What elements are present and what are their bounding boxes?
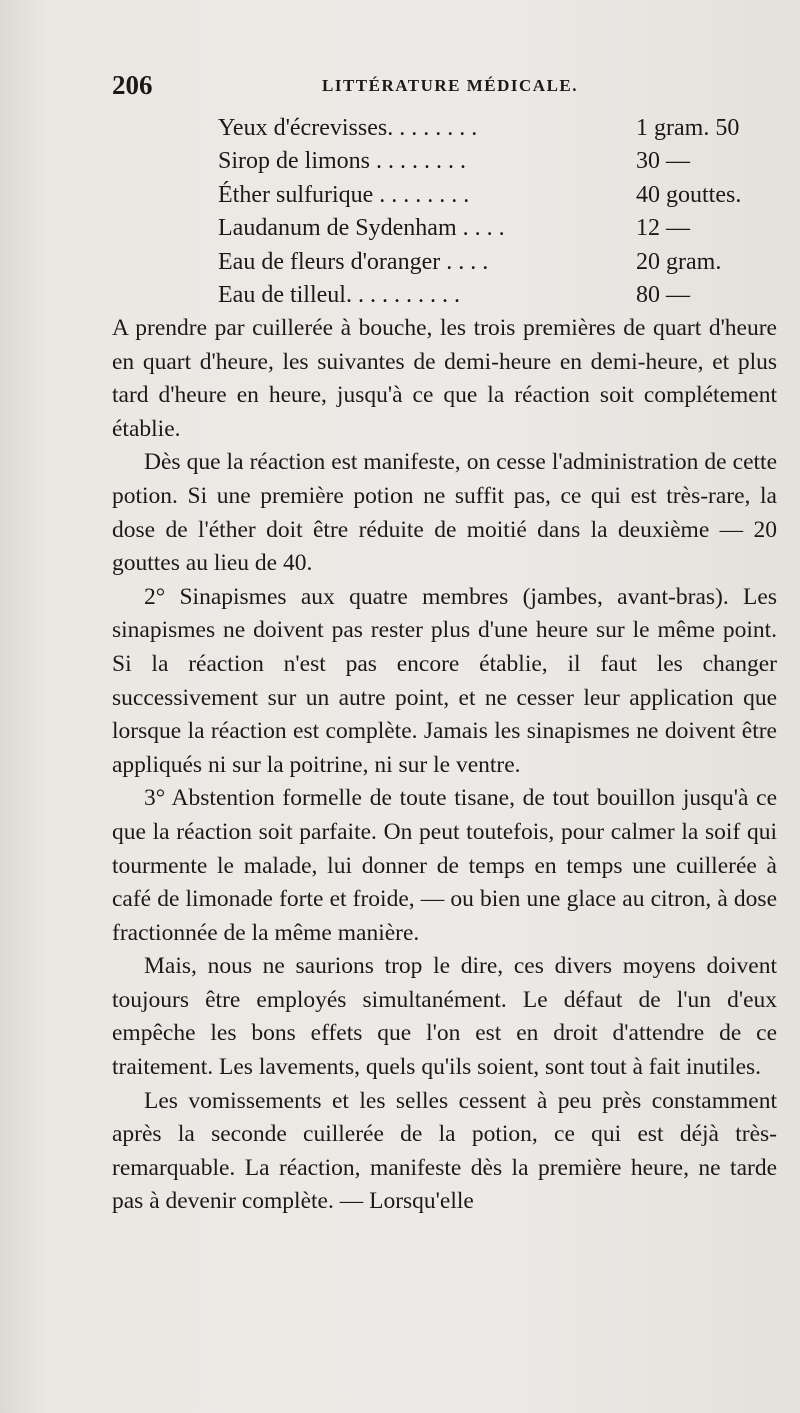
ingredient-name: Yeux d'écrevisses. . . . . . . . [218,115,478,141]
ingredient-quantity: 20 gram. [636,248,722,275]
ingredient-name: Eau de tilleul. . . . . . . . . . [218,281,460,308]
ingredient-quantity: 1 gram. 50 [636,115,740,141]
ingredient-quantity: 12 — [636,215,690,242]
ingredient-quantity: 40 gouttes. [636,181,742,208]
body-text [112,312,777,1219]
prescription-formula [218,112,778,312]
formula-line [218,212,778,245]
formula-line [218,145,778,178]
paragraph: Mais, nous ne saurions trop le dire, ces divers moyens doivent toujours être employés simultanément. Le défaut de l'un d'eux empêche les bons effets que l'on est en droit d'attendre de ce traitement. Les lavements, quels qu'ils soient, sont tout à fait inutiles. [112,953,777,1081]
formula-line [218,112,778,145]
page-number: 206 [112,70,153,100]
formula-line [218,246,778,279]
paragraph: Les vomissements et les selles cessent à peu près constamment après la seconde cuillerée de la potion, ce qui est déjà très-remarquable. La réaction, manifeste dès la première heure, ne tarde pas à devenir complète. — Lorsqu'elle [112,1087,777,1215]
ingredient-name: Sirop de limons . . . . . . . . [218,148,467,175]
ingredient-quantity: 80 — [636,281,690,308]
paragraph: 3° Abstention formelle de toute tisane, de tout bouillon jusqu'à ce que la réaction soit parfaite. On peut toutefois, pour calmer la soif qui tourmente le malade, lui donner de temps en temps une cuillerée à café de limonade forte et froide, — ou bien une glace au citron, à dose fractionnée de la même manière. [112,785,777,946]
formula-line [218,179,778,212]
formula-line [218,279,778,312]
ingredient-name: Eau de fleurs d'oranger . . . . [218,248,489,275]
ingredient-name: Laudanum de Sydenham . . . . [218,215,505,242]
ingredient-quantity: 30 — [636,148,690,175]
paragraph: 2° Sinapismes aux quatre membres (jambes, avant-bras). Les sinapismes ne doivent pas rester plus d'une heure sur le même point. Si la réaction n'est pas encore établie, il faut les changer successivement sur un autre point, et ne cesser leur application que lorsque la réaction est complète. Jamais les sinapismes ne doivent être appliqués ni sur la poitrine, ni sur le ventre. [112,583,777,778]
paragraph: Dès que la réaction est manifeste, on cesse l'administration de cette potion. Si une première potion ne suffit pas, ce qui est très-rare, la dose de l'éther doit être réduite de moitié dans la deuxième — 20 gouttes au lieu de 40. [112,449,777,577]
paragraph: A prendre par cuillerée à bouche, les trois premières de quart d'heure en quart d'heure, les suivantes de demi-heure en demi-heure, et plus tard d'heure en heure, jusqu'à ce que la réaction soit complétement établie. [112,315,777,442]
page-header [112,70,772,106]
running-title: LITTÉRATURE MÉDICALE. [322,76,579,95]
ingredient-name: Éther sulfurique . . . . . . . . [218,181,470,208]
